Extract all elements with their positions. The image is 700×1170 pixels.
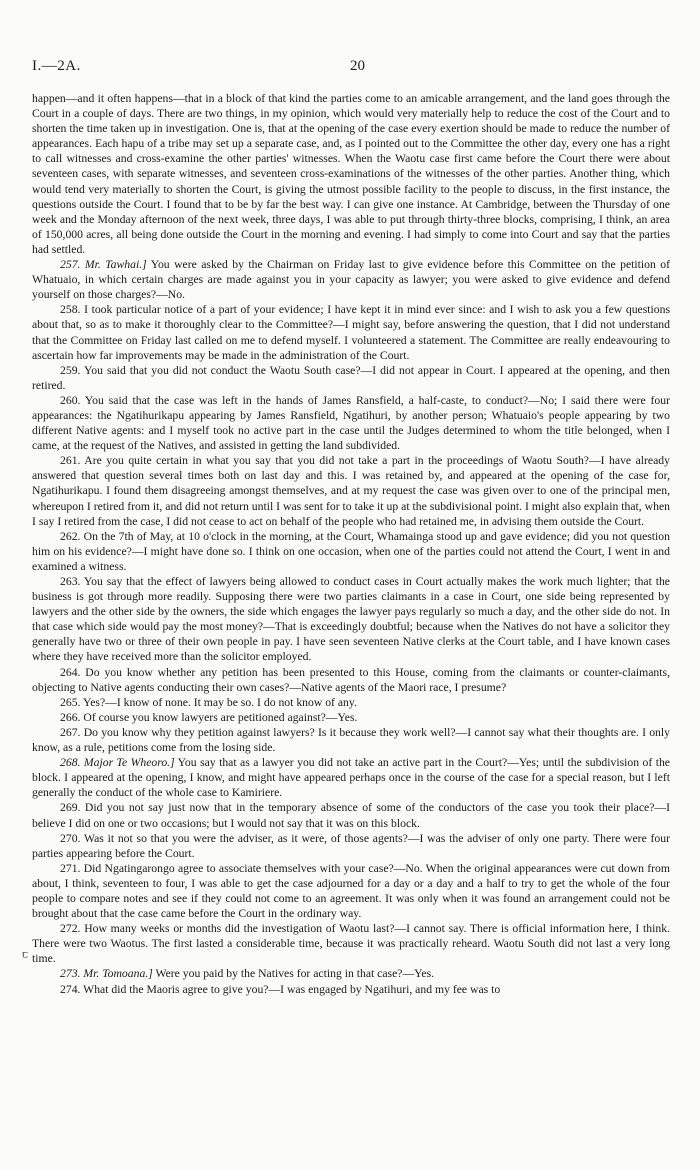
paragraph-260: 260. You said that the case was left in the hands of James Ransfield, a half-caste, to conduct?—No; I said there were four appearances: the Ngatihurikapu appearing by James Ransfield, Ngatihuri, by another person; Whatuaio's people appearing by two different Native agents: and I myself took no active part in the case until the Judges determined to whom the title belonged, when I came, at the request of the Natives, and assisted in getting the land subdivided.	[32, 393, 670, 453]
paragraph-266: 266. Of course you know lawyers are petitioned against?—Yes.	[60, 710, 358, 724]
paragraph-269: 269. Did you not say just now that in the temporary absence of some of the conductors of the case you took their place?—I believe I did on one or two occasions; but I would not say that it was on this block.	[32, 801, 670, 830]
paragraph-262: 262. On the 7th of May, at 10 o'clock in the morning, at the Court, Whamainga stood up and gave evidence; did you not question him on his evidence?—I might have done so. I think on one occasion, when one of the parties could not attend the Court, I went in and examined a witness.	[32, 529, 670, 573]
paragraph-268: 268. Major Te Wheoro.] You say that as a lawyer you did not take an active part in the Court?—Yes; until the subdivision of the block. I appeared at the opening, I know, and might have appeared perhaps once in the course of the case for a special reason, but I left generally the conduct of the whole case to Kamiriere.	[32, 756, 670, 800]
parliamentary-paper-reference: I.—2A.	[32, 58, 81, 74]
paragraph-274: 274. What did the Maoris agree to give you?—I was engaged by Ngatihuri, and my fee was to	[60, 982, 501, 996]
speaker: 268. Major Te Wheoro.]	[60, 756, 175, 770]
paragraph-257: 257. Mr. Tawhai.] You were asked by the Chairman on Friday last to give evidence before this Committee on the petition of Whatuaio, in which certain charges are made against you in your capacity as lawyer; you were asked to give evidence and defend yourself on those charges?—No.	[32, 258, 670, 302]
speaker: 257. Mr. Tawhai.]	[60, 258, 147, 272]
document-body	[32, 91, 670, 997]
margin-mark: ꞇ	[22, 949, 29, 961]
paragraph-273: 273. Mr. Tomoana.] Were you paid by the Natives for acting in that case?—Yes.	[60, 967, 435, 981]
paragraph-261: 261. Are you quite certain in what you say that you did not take a part in the proceedings of Waotu South?—I have already answered that question several times both on last day and this. I was retained by, and appeared at the opening of the case for, Ngatihurikapu. I found them disagreeing amongst themselves, and at my request the case was given over to one of the principal men, whereupon I retired from it, and did not return until I was sent for to take it up at the subdivisional point. I might also explain that, when I say I retired from the case, I did not cease to act on behalf of the people who had retained me, in advising them outside the Court.	[32, 454, 670, 528]
paragraph-267: 267. Do you know why they petition against lawyers? Is it because they work well?—I cannot say what their thoughts are. I only know, as a rule, petitions come from the losing side.	[32, 725, 670, 755]
speaker: 273. Mr. Tomoana.]	[60, 967, 153, 981]
paragraph-259: 259. You said that you did not conduct the Waotu South case?—I did not appear in Court. I appeared at the opening, and then retired.	[32, 363, 670, 392]
paragraph-270: 270. Was it not so that you were the adviser, as it were, of those agents?—I was the adviser of only one party. There were four parties appearing before the Court.	[32, 831, 670, 860]
page-header	[32, 58, 670, 78]
paragraph-272: 272. How many weeks or months did the investigation of Waotu last?—I cannot say. There is official information here, I think. There were two Waotus. The first lasted a considerable time, because it was practically reheard. Waotu South did not last a very long time.	[32, 922, 670, 966]
paragraph-continuation: happen—and it often happens—that in a block of that kind the parties come to an amicable arrangement, and the land goes through the Court in a couple of days. There are two things, in my opinion, which would very materially help to reduce the cost of the Court and to shorten the time taken up in investigation. One is, that at the opening of the case every exertion should be made to reduce the number of appearances. Each hapu of a tribe may set up a separate case, and, as I pointed out to the Committee the other day, every one has a right to call witnesses and cross-examine the other parties' witnesses. When the Waotu case first came before the Court there were about seventeen cases, with separate witnesses, and seventeen cross-examinations of the witnesses of the other parties. Another thing, which would tend very materially to shorten the Court, is giving the utmost possible facility to the people to discuss, in the first instance, the questions outside the Court. I found that to be by far the best way. I can give one instance. At Cambridge, between the Thursday of one week and the Monday afternoon of the next week, three days, I was able to put through thirty-three blocks, comprising, I think, an area of 150,000 acres, all being done outside the Court in the morning and evening. I had simply to come into Court and say that the parties had settled.	[32, 92, 670, 256]
page-number: 20	[350, 58, 365, 74]
paragraph-263: 263. You say that the effect of lawyers being allowed to conduct cases in Court actually makes the work much lighter; that the business is got through more readily. Supposing there were two parties claimants in a case in Court, one side being represented by lawyers and the other side by the owners, the side which engages the lawyer pays regularly so much a day, and the other side do not. In that case which side would pay the most money?—That is exceedingly doubtful; because when the Natives do not have a solicitor they generally have two or three of their own people in pay. I have seen seventeen Native clerks at the Court table, and I have known cases where they have received more than the solicitor employed.	[32, 575, 670, 664]
paragraph-264: 264. Do you know whether any petition has been presented to this House, coming from the claimants or counter-claimants, objecting to Native agents conducting their own cases?—Native agents of the Maori race, I presume?	[32, 665, 670, 694]
paragraph-265: 265. Yes?—I know of none. It may be so. I do not know of any.	[60, 695, 357, 709]
paragraph-258: 258. I took particular notice of a part of your evidence; I have kept it in mind ever since: and I wish to ask you a few questions about that, so as to make it thoroughly clear to the Committee?—I might say, before answering the question, that I did not understand that the Committee on Friday last called on me to defend myself. I volunteered a statement. The Committee are really endeavouring to ascertain how far improvements may be made in the administration of the Court.	[32, 303, 670, 362]
paragraph-271: 271. Did Ngatingarongo agree to associate themselves with your case?—No. When the original appearances were cut down from about, I think, seventeen to four, I was able to get the case adjourned for a day or a day and a half to try to get the whole of the four people to compare notes and see if they could not come to an agreement. It was only when it was found an arrangement could not be brought about that the case came before the Court in the ordinary way.	[32, 861, 670, 921]
